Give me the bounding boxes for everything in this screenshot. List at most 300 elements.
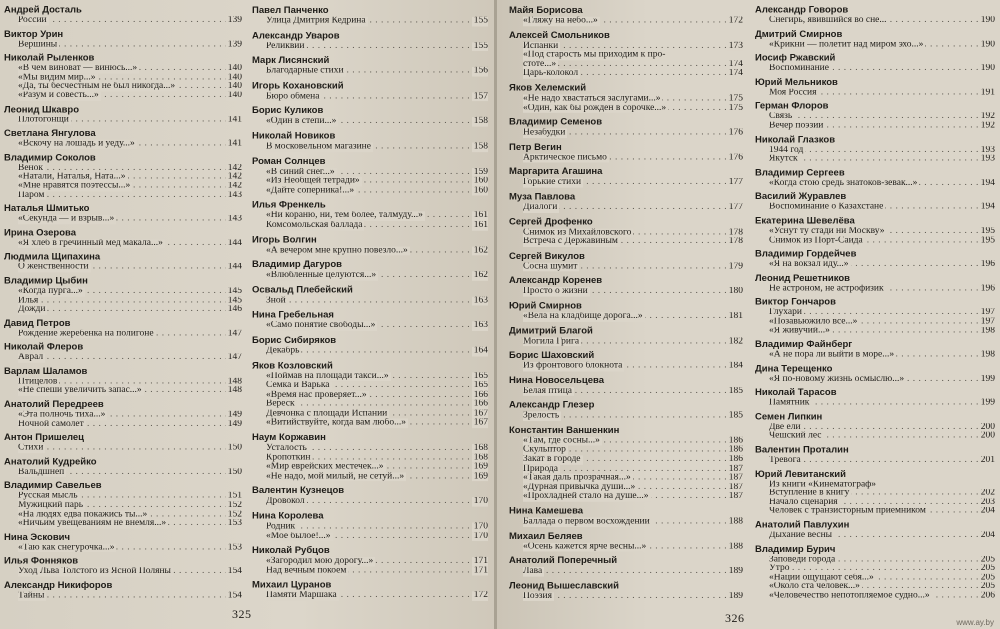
page-ref: 145 — [227, 287, 242, 296]
toc-entry — [252, 431, 488, 484]
poem-title: . . . «Эта полночь тиха...» — [18, 410, 106, 420]
author-name: Алексей Смольников — [509, 29, 610, 41]
toc-item — [509, 94, 743, 103]
author-name: Юрий Смирнов — [509, 300, 582, 312]
toc-item — [252, 497, 488, 506]
author-name: Сергей Дрофенко — [509, 216, 593, 228]
toc-item — [4, 492, 242, 501]
toc-entry — [4, 317, 242, 341]
poem-title: . . . «Вскочу на лошадь и уеду...» — [18, 139, 135, 149]
author-name: Антон Пришелец — [4, 432, 85, 444]
poem-title: . . . Моя Россия — [769, 88, 817, 98]
page-ref: 164 — [473, 346, 488, 356]
toc-item — [509, 337, 743, 346]
author-name: Сергей Викулов — [509, 250, 585, 262]
poem-title: . . . Реликвии — [266, 41, 305, 51]
toc-item — [509, 517, 743, 526]
page-ref: 154 — [227, 567, 242, 577]
page-ref: 169 — [473, 462, 488, 472]
page-number: 325 — [232, 607, 252, 621]
author-name: Анатолий Павлухин — [755, 520, 850, 531]
author-name: Борис Сибиряков — [252, 334, 337, 346]
author-name: Павел Панченко — [252, 4, 329, 16]
toc-entry — [755, 191, 995, 215]
page-ref: 196 — [980, 284, 995, 293]
poem-title: . . . Горькие стихи — [523, 178, 582, 188]
page-ref: 181 — [728, 312, 743, 321]
toc-entry — [4, 432, 242, 456]
poem-title: . . . Две ели — [769, 423, 801, 432]
toc-item — [755, 227, 995, 236]
author-name: Михаил Беляев — [509, 530, 583, 542]
poem-title: . . . Рождение жеребенка на полигоне — [18, 329, 154, 339]
toc-entry — [4, 227, 242, 251]
author-name: Виктор Гончаров — [755, 297, 836, 308]
poem-title: . . . «Секунда — и взрыв...» — [18, 215, 115, 224]
poem-title: . . . Заповеди города — [769, 555, 836, 565]
page-ref: 206 — [980, 591, 995, 601]
page-ref: 198 — [980, 326, 995, 336]
toc-item — [509, 287, 743, 296]
toc-item — [755, 236, 995, 245]
toc-item — [4, 354, 242, 363]
toc-item — [755, 489, 995, 498]
toc-item — [4, 420, 242, 429]
toc-entry — [4, 456, 242, 480]
author-name: Александр Коренев — [509, 275, 603, 287]
toc-entry — [509, 300, 743, 325]
page-ref: 143 — [227, 215, 242, 224]
author-name: Марк Лисянский — [252, 55, 330, 67]
page-ref: 182 — [728, 337, 743, 346]
toc-item — [252, 168, 488, 177]
toc-item — [252, 117, 488, 126]
page-ref: 160 — [473, 186, 488, 196]
toc-entry — [755, 338, 995, 362]
right-page — [497, 0, 1000, 629]
poem-title: . . . «Нации ощущают себя...» — [769, 573, 874, 583]
toc-entry — [509, 324, 743, 349]
page-ref: 177 — [728, 203, 743, 213]
author-name: Светлана Янгулова — [4, 128, 96, 139]
page-ref: 192 — [980, 121, 995, 131]
author-name: Владимир Бурич — [755, 544, 836, 555]
toc-item — [4, 182, 242, 191]
poem-title: . . . «На людях едва покажись ты...» — [18, 510, 148, 519]
page-ref: 161 — [473, 220, 488, 230]
author-name: Василий Журавлев — [755, 191, 847, 203]
page-ref: 195 — [980, 236, 995, 245]
toc-item — [4, 468, 242, 477]
page-number: 326 — [725, 611, 745, 625]
page-ref: 158 — [473, 117, 488, 127]
page-ref: 153 — [227, 543, 242, 553]
poem-title: . . . Дожди — [18, 305, 46, 314]
toc-item — [755, 531, 995, 540]
toc-entry — [4, 480, 242, 531]
toc-entry — [252, 54, 488, 79]
toc-entry — [252, 334, 488, 359]
author-name: Игорь Волгин — [252, 234, 317, 246]
poem-title: . . . «Крикни — полетит над миром эхо...» — [769, 40, 924, 49]
toc-item — [4, 140, 242, 149]
toc-item — [252, 67, 488, 76]
page-ref: 165 — [473, 371, 488, 381]
author-name: Владимир Соколов — [4, 152, 96, 163]
toc-item — [252, 17, 488, 26]
toc-item — [252, 212, 488, 221]
toc-item — [4, 296, 242, 305]
poem-title: . . . «Да, ты бесчестным не был никогда...» — [18, 82, 176, 92]
page-ref: 176 — [728, 153, 743, 163]
page-ref: 193 — [980, 145, 995, 155]
author-name: Владимир Семенов — [509, 116, 603, 128]
toc-item — [509, 237, 743, 246]
page-ref: 187 — [728, 492, 743, 502]
toc-entry — [755, 363, 995, 387]
poem-title: . . . «Ничьим увещеваниям не внемля...» — [18, 519, 167, 528]
toc-item — [755, 284, 995, 293]
page-ref: 142 — [227, 172, 242, 182]
poem-title: . . . «Не спеши увеличить запас...» — [18, 386, 142, 396]
poem-title: . . . «Там, где сосны...» — [523, 436, 600, 446]
author-name: Борис Куликов — [252, 105, 324, 117]
page-ref: 176 — [728, 128, 743, 138]
toc-entry — [509, 505, 743, 530]
page-ref: 146 — [227, 305, 242, 314]
author-name: Валентин Кузнецов — [252, 485, 345, 497]
poem-title: . . . Улица Дмитрия Кедрина — [266, 16, 366, 26]
toc-entry — [755, 4, 995, 28]
toc-entry — [755, 519, 995, 543]
toc-entry — [509, 166, 743, 191]
left-page — [0, 0, 495, 629]
page-ref: 199 — [980, 398, 995, 408]
toc-item — [509, 465, 743, 474]
page-ref: 172 — [473, 591, 488, 601]
toc-entry — [252, 359, 488, 431]
toc-item — [252, 321, 488, 330]
poem-title: . . . Глухари — [769, 308, 802, 318]
page-ref: 178 — [728, 228, 743, 237]
poem-title: . . . Комсомольская баллада — [266, 220, 363, 230]
page-ref: 151 — [227, 492, 242, 501]
poem-title: . . . «Вела на кладбище дорога...» — [523, 312, 643, 321]
page-ref: 155 — [473, 41, 488, 51]
page-ref: 204 — [980, 507, 995, 516]
page-ref: 205 — [980, 555, 995, 565]
toc-entry — [252, 258, 488, 283]
page-ref: 191 — [980, 88, 995, 98]
toc-entry — [509, 530, 743, 555]
page-ref: 150 — [227, 444, 242, 453]
toc-item — [252, 463, 488, 472]
toc-entry — [755, 468, 995, 519]
page-ref: 167 — [473, 418, 488, 428]
page-ref: 205 — [980, 573, 995, 583]
page-ref: 196 — [980, 260, 995, 269]
author-name: Леонид Шкавро — [4, 104, 80, 115]
poem-title: . . . «Когда стою средь знатоков-зевак...» — [769, 178, 918, 188]
toc-item — [4, 378, 242, 387]
poem-title: . . . Снимок из Порт-Саида — [769, 236, 863, 245]
poem-title: . . . Воспоминание о Казахстане — [769, 203, 884, 212]
toc-item — [755, 155, 995, 164]
toc-entry — [755, 296, 995, 338]
author-name: Виктор Урин — [4, 29, 64, 40]
poem-title: . . . «Человечество непотопляемое судно...» — [769, 591, 930, 601]
author-name: Анатолий Кудрейко — [4, 456, 97, 468]
author-name: Александр Никифоров — [4, 580, 113, 591]
poem-title: . . . Поэзия — [523, 592, 553, 601]
poem-title: . . . Плотогонщи — [18, 115, 69, 125]
toc-item — [509, 42, 743, 51]
toc-entry — [4, 341, 242, 365]
toc-entry — [509, 374, 743, 399]
author-name: Яков Козловский — [252, 359, 333, 371]
page-ref: 140 — [227, 91, 242, 101]
toc-item — [4, 215, 242, 224]
toc-item — [755, 498, 995, 507]
page-ref: 149 — [227, 419, 242, 429]
toc-entry — [4, 128, 242, 152]
poem-title: . . . России — [18, 16, 47, 25]
poem-title: . . . Вступление в книгу — [769, 489, 850, 498]
toc-item — [509, 592, 743, 601]
poem-title: . . . «Один в степи...» — [266, 117, 337, 127]
page-ref: 148 — [227, 386, 242, 396]
page-ref: 156 — [473, 67, 488, 76]
toc-item — [4, 501, 242, 510]
toc-entry — [4, 4, 242, 28]
poem-title: . . . Незабудки — [523, 128, 566, 138]
toc-entry — [252, 284, 488, 309]
page-ref: 172 — [728, 16, 743, 26]
toc-entry — [755, 272, 995, 296]
toc-item — [509, 104, 743, 113]
page-ref: 193 — [980, 154, 995, 164]
author-name: Леонид Вышеславский — [509, 580, 619, 592]
page-ref: 153 — [227, 519, 242, 528]
poem-title: . . . «Дурная привычка души...» — [523, 483, 636, 492]
poem-title: . . . Сосна шумит — [523, 262, 578, 272]
toc-item — [755, 318, 995, 327]
poem-title: . . . 1944 год — [769, 145, 804, 155]
toc-entry — [4, 580, 242, 604]
page-ref: 140 — [227, 64, 242, 73]
poem-title: . . . «Ни кораню, ни, тем более, талмуду...» — [266, 211, 423, 221]
toc-item — [4, 239, 242, 248]
poem-title: . . . «Разум и совесть...» — [18, 91, 99, 101]
toc-entry — [252, 544, 488, 579]
toc-item — [509, 312, 743, 321]
toc-entry — [252, 4, 488, 29]
page-ref: 143 — [227, 190, 242, 200]
page-ref: 150 — [227, 468, 242, 477]
author-name: Юрий Левитанский — [755, 468, 846, 480]
toc-entry — [755, 28, 995, 52]
toc-item — [252, 347, 488, 356]
page-ref: 139 — [227, 16, 242, 25]
toc-item — [755, 583, 995, 592]
page-ref: 199 — [980, 374, 995, 384]
page-ref: 187 — [728, 464, 743, 474]
toc-item — [4, 40, 242, 49]
toc-item — [755, 507, 995, 516]
toc-item — [4, 173, 242, 182]
poem-title: . . . Арктическое письмо — [523, 153, 607, 163]
page-ref: 204 — [980, 531, 995, 540]
poem-title: . . . Илья — [18, 296, 39, 305]
toc-entry — [252, 79, 488, 104]
page-ref: 139 — [227, 40, 242, 49]
author-name: Майя Борисова — [509, 4, 583, 16]
toc-item — [755, 592, 995, 601]
toc-item — [252, 444, 488, 453]
toc-item — [4, 16, 242, 25]
poem-title: . . . Русская мысль — [18, 492, 78, 501]
toc-item — [509, 228, 743, 237]
poem-title: . . . «Влюбленные целуются...» — [266, 271, 377, 281]
toc-entry — [4, 251, 242, 275]
toc-entry — [755, 248, 995, 272]
author-name: Михаил Цуранов — [252, 579, 332, 591]
toc-item — [4, 544, 242, 553]
poem-title: . . . Человек с транзисторным приемником — [769, 507, 926, 516]
toc-entry — [509, 349, 743, 374]
toc-entry — [509, 191, 743, 216]
poem-title: . . . «Из Необщей тетради» — [266, 176, 360, 186]
page-ref: 190 — [980, 40, 995, 49]
toc-entry — [509, 29, 743, 82]
toc-item — [252, 186, 488, 195]
toc-entry — [4, 152, 242, 203]
poem-title: . . . Дыхание весны — [769, 531, 833, 540]
toc-item — [509, 154, 743, 163]
author-name: Людмила Щипахина — [4, 252, 101, 263]
toc-item — [4, 287, 242, 296]
page-ref: 145 — [227, 296, 242, 305]
author-name: Юрий Мельников — [755, 77, 838, 88]
page-ref: 179 — [728, 262, 743, 272]
author-name: Борис Шаховский — [509, 350, 595, 361]
toc-item — [4, 568, 242, 577]
poem-title: . . . Снимок из Михайловского — [523, 228, 632, 237]
toc-item — [252, 271, 488, 280]
toc-entry — [509, 579, 743, 604]
toc-item — [4, 263, 242, 272]
page-ref: 192 — [980, 112, 995, 122]
toc-item — [509, 129, 743, 138]
toc-item — [755, 556, 995, 565]
poem-title: . . . «Натали, Наталья, Ната...» — [18, 172, 126, 182]
toc-item — [755, 113, 995, 122]
poem-title: . . . Испанки — [523, 41, 559, 51]
author-name: Владимир Гордейчев — [755, 249, 857, 260]
author-name: Дина Терещенко — [755, 363, 833, 374]
toc-entry — [509, 424, 743, 505]
poem-title: . . . Природа — [523, 464, 558, 474]
toc-item — [4, 92, 242, 101]
page-ref: 141 — [227, 115, 242, 125]
toc-item — [509, 51, 743, 60]
toc-item — [755, 89, 995, 98]
toc-item — [252, 592, 488, 601]
page-ref: 163 — [473, 296, 488, 306]
author-name: Анатолий Передреев — [4, 399, 104, 411]
poem-title: . . . «Гляжу на небо...» — [523, 16, 598, 26]
poem-title: . . . «В синий снег...» — [266, 167, 335, 177]
toc-column — [509, 4, 743, 604]
toc-item — [252, 221, 488, 230]
toc-item — [252, 409, 488, 418]
author-name: Наталья Шмитько — [4, 203, 90, 215]
toc-entry — [755, 215, 995, 248]
poem-title: . . . Семка и Варька — [266, 381, 330, 391]
toc-entry — [755, 167, 995, 191]
author-name: Маргарита Агашина — [509, 166, 603, 178]
toc-entry — [252, 155, 488, 199]
poem-title: . . . «Витийствуйте, когда вам любо...» — [266, 418, 406, 428]
poem-title: . . . Девчонка с площади Испании — [266, 409, 388, 419]
page-ref: 201 — [980, 456, 995, 465]
toc-item — [509, 178, 743, 187]
page-ref: 177 — [728, 178, 743, 188]
page-ref: 174 — [728, 69, 743, 79]
toc-item — [252, 177, 488, 186]
toc-item — [755, 399, 995, 408]
poem-title: . . . «Не надо, мой милый, не сетуй...» — [266, 472, 405, 482]
toc-item — [509, 446, 743, 455]
toc-item — [4, 592, 242, 601]
page-ref: 155 — [473, 16, 488, 26]
page-ref: 190 — [980, 64, 995, 73]
toc-entry — [252, 485, 488, 510]
poem-title: . . . «А вечером мне крупно повезло...» — [266, 246, 408, 255]
poem-title: . . . «Я хлеб в гречинный мед макала...» — [18, 239, 163, 248]
poem-title: . . . Якутск — [769, 154, 798, 164]
toc-entry — [252, 510, 488, 545]
poem-title: . . . «Один, как бы рожден в сорочке...» — [523, 103, 667, 113]
toc-entry — [4, 28, 242, 52]
page-ref: 170 — [473, 522, 488, 532]
toc-item — [509, 412, 743, 421]
toc-item — [4, 510, 242, 519]
toc-entry — [509, 250, 743, 275]
poem-title: . . . «Уснут ту стади ни Москву» — [769, 227, 885, 236]
author-name: Нина Камешева — [509, 505, 584, 517]
poem-title: . . . Закат в городе — [523, 455, 581, 465]
toc-entry — [755, 76, 995, 100]
page-ref: 140 — [227, 82, 242, 92]
toc-item — [755, 480, 995, 489]
page-ref: 197 — [980, 308, 995, 318]
toc-item — [4, 387, 242, 396]
poem-title: . . . Памятник — [769, 398, 810, 408]
author-name: Владимир Файнберг — [755, 339, 853, 350]
poem-title: . . . Тайны — [18, 591, 45, 601]
poem-title: . . . «Прохладней стало на душе...» — [523, 492, 649, 502]
poem-title: . . . Начало сценария — [769, 498, 838, 507]
poem-title: . . . Над вечным покоем — [266, 566, 347, 576]
toc-item — [252, 453, 488, 462]
toc-entry — [4, 555, 242, 579]
toc-entry — [509, 82, 743, 116]
poem-title: . . . Кропоткин — [266, 453, 311, 463]
poem-title: . . . Паром — [18, 190, 45, 200]
poem-title: . . . Просто о жизни — [523, 287, 588, 297]
poem-title: . . . Родник — [266, 522, 296, 532]
